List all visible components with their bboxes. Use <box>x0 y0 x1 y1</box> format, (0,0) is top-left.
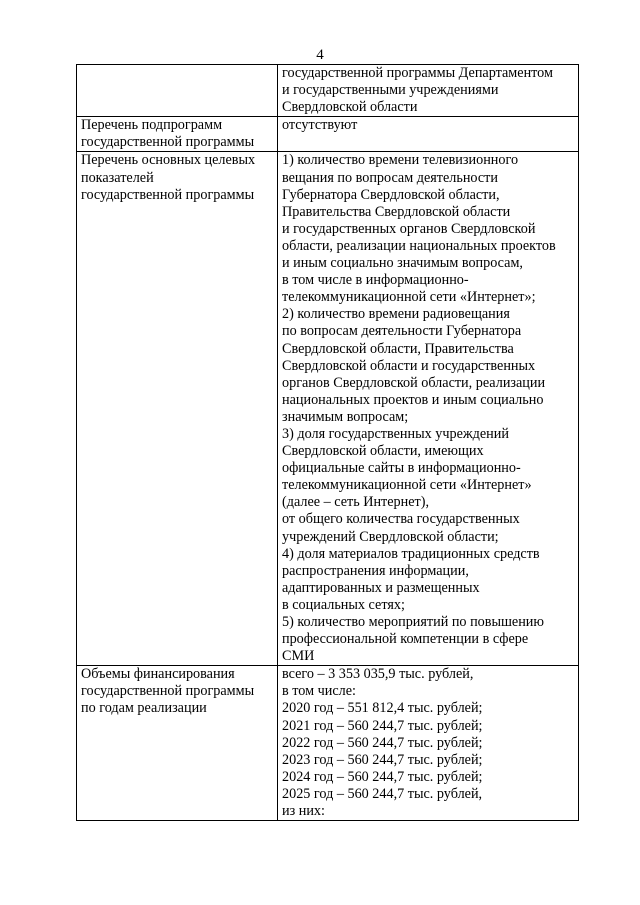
value-line: профессиональной компетенции в сфере <box>282 631 529 648</box>
value-line: официальные сайты в информационно- <box>282 460 521 477</box>
value-line: 5) количество мероприятий по повышению <box>282 614 544 630</box>
value-line: и государственными учреждениями <box>282 82 499 99</box>
value-line: Свердловской области, имеющих <box>282 443 484 460</box>
value-cell <box>278 666 579 821</box>
label-cell <box>77 666 278 821</box>
value-line: адаптированных и размещенных <box>282 579 480 596</box>
value-line: Правительства Свердловской области <box>282 203 511 220</box>
label-line: по годам реализации <box>81 700 207 717</box>
label-line: Перечень основных целевых <box>81 152 256 169</box>
value-line: Свердловской области, Правительства <box>282 340 514 357</box>
value-line: распространения информации, <box>282 562 469 579</box>
label-line: Объемы финансирования <box>81 666 235 683</box>
label-line: государственной программы <box>81 186 255 203</box>
value-cell <box>278 152 579 666</box>
value-line: Свердловской области и государственных <box>282 357 536 374</box>
value-line: и государственных органов Свердловской <box>282 220 536 237</box>
value-line: 1) количество времени телевизионного <box>282 152 519 169</box>
value-line: 2021 год – 560 244,7 тыс. рублей; <box>282 717 483 734</box>
value-line: 2025 год – 560 244,7 тыс. рублей, <box>282 785 483 802</box>
row-program-executors <box>77 65 579 117</box>
label-cell <box>77 117 278 152</box>
value-line: от общего количества государственных <box>282 511 520 528</box>
value-line: 2023 год – 560 244,7 тыс. рублей; <box>282 751 483 768</box>
value-line: 4) доля материалов традиционных средств <box>282 545 540 562</box>
value-line: СМИ <box>282 648 315 665</box>
label-cell <box>77 65 278 117</box>
value-cell <box>278 65 579 117</box>
label-line: показателей <box>81 169 154 186</box>
value-line: телекоммуникационной сети «Интернет» <box>282 477 532 494</box>
value-line: (далее – сеть Интернет), <box>282 494 430 511</box>
value-line: отсутствуют <box>282 117 358 134</box>
label-line: государственной программы <box>81 134 255 151</box>
value-line: из них: <box>282 803 325 820</box>
value-line: учреждений Свердловской области; <box>282 528 499 545</box>
value-line: Свердловской области <box>282 99 418 116</box>
value-line: телекоммуникационной сети «Интернет»; <box>282 289 536 306</box>
row-funding-volumes <box>77 666 579 821</box>
label-cell <box>77 152 278 666</box>
value-line: органов Свердловской области, реализации <box>282 374 546 391</box>
value-line: области, реализации национальных проектов <box>282 237 556 254</box>
value-line: по вопросам деятельности Губернатора <box>282 323 522 340</box>
value-line: в том числе в информационно- <box>282 272 469 289</box>
passport-table-body <box>77 65 579 821</box>
value-line: в социальных сетях; <box>282 596 405 613</box>
value-line: 2022 год – 560 244,7 тыс. рублей; <box>282 734 483 751</box>
value-line: 2) количество времени радиовещания <box>282 306 510 323</box>
value-line: и иным социально значимым вопросам, <box>282 255 523 272</box>
value-line: всего – 3 353 035,9 тыс. рублей, <box>282 666 474 683</box>
value-cell <box>278 117 579 152</box>
label-line: государственной программы <box>81 683 255 700</box>
value-line: 3) доля государственных учреждений <box>282 425 509 442</box>
value-line: 2024 год – 560 244,7 тыс. рублей; <box>282 768 483 785</box>
row-subprograms <box>77 117 579 152</box>
value-line: 2020 год – 551 812,4 тыс. рублей; <box>282 700 483 717</box>
value-line: национальных проектов и иным социально <box>282 391 544 408</box>
value-line: значимым вопросам; <box>282 408 409 425</box>
value-line: вещания по вопросам деятельности <box>282 169 498 186</box>
label-line: Перечень подпрограмм <box>81 117 223 134</box>
value-line: государственной программы Департаментом <box>282 65 553 81</box>
value-line: в том числе: <box>282 683 356 700</box>
page-number: 4 <box>316 47 324 63</box>
row-target-indicators <box>77 152 579 666</box>
program-passport-table <box>76 64 579 821</box>
value-line: Губернатора Свердловской области, <box>282 186 500 203</box>
